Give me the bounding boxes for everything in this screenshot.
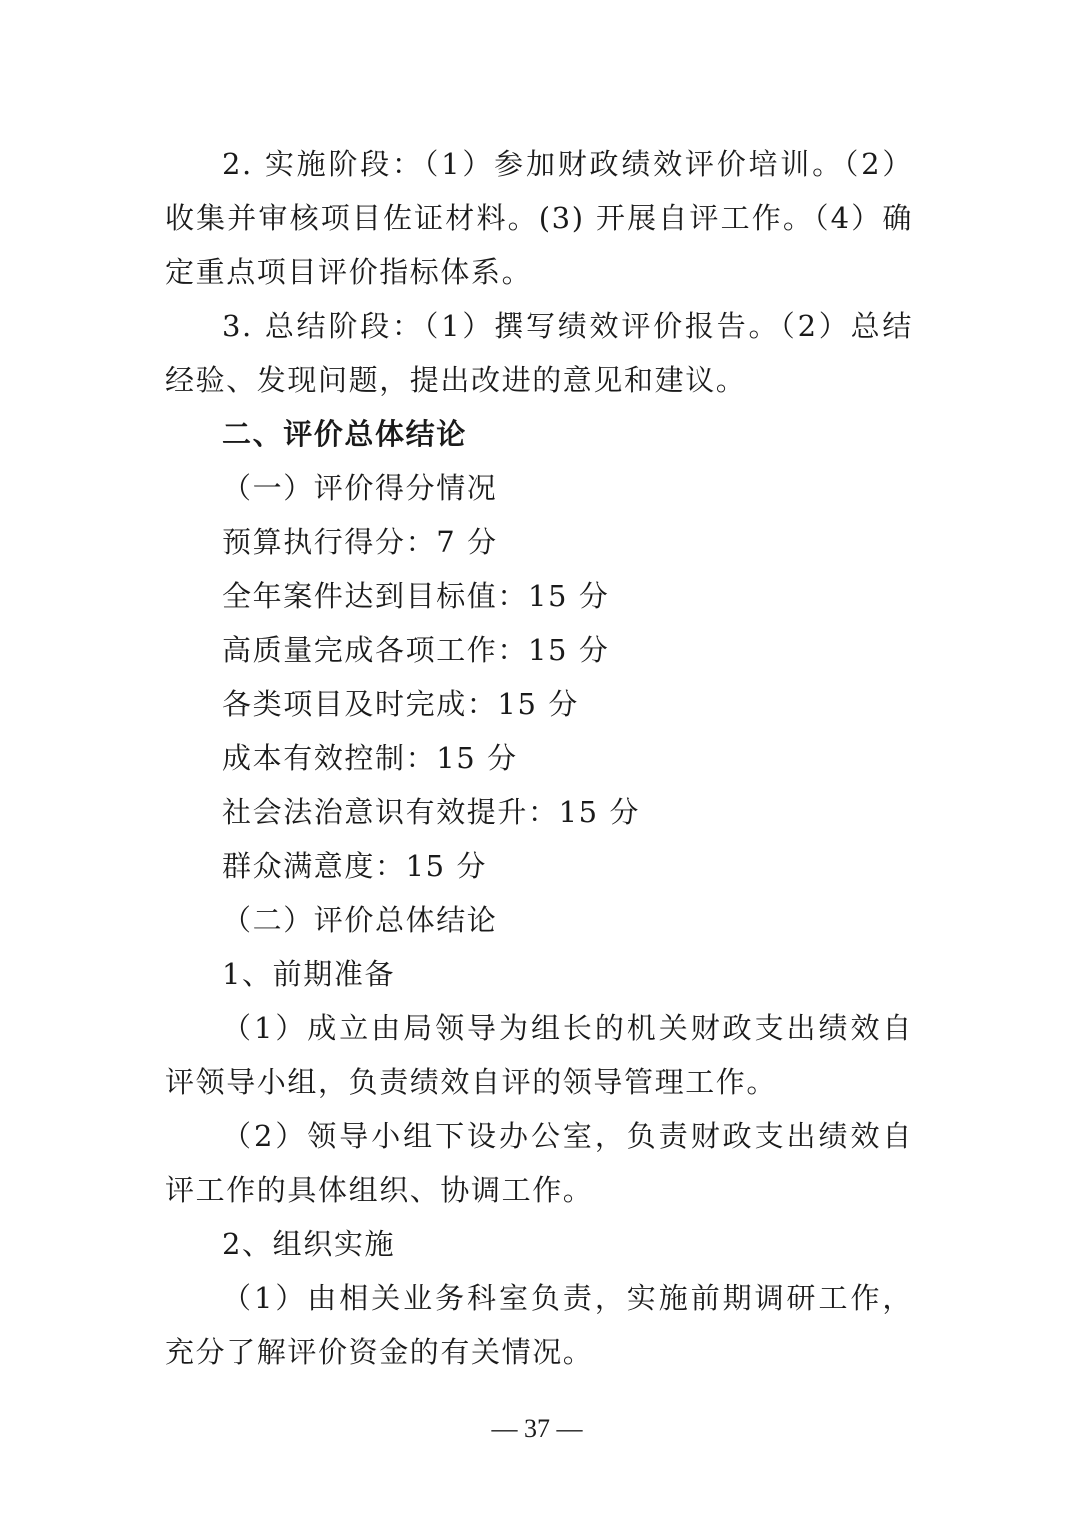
score-item-budget-execution: 预算执行得分：7 分 bbox=[222, 525, 498, 559]
subheading-implementation: 2、组织实施 bbox=[222, 1227, 396, 1261]
subheading-score-situation: （一）评价得分情况 bbox=[222, 471, 498, 505]
paragraph-implementation-stage: 2. 实施阶段：（1）参加财政绩效评价培训。（2）收集并审核项目佐证材料。(3) 开展自评工作。（4）确定重点项目评价指标体系。 bbox=[165, 147, 913, 289]
document-body bbox=[165, 137, 913, 1379]
score-item-legal-awareness: 社会法治意识有效提升：15 分 bbox=[222, 795, 641, 829]
subheading-overall-conclusion: （二）评价总体结论 bbox=[222, 903, 498, 937]
score-item-high-quality-work: 高质量完成各项工作：15 分 bbox=[222, 633, 610, 667]
section-heading-overall-conclusion: 二、评价总体结论 bbox=[222, 417, 467, 451]
score-item-timely-completion: 各类项目及时完成：15 分 bbox=[222, 687, 579, 721]
subheading-preparation: 1、前期准备 bbox=[222, 957, 396, 991]
paragraph-research: （1）由相关业务科室负责，实施前期调研工作，充分了解评价资金的有关情况。 bbox=[165, 1281, 913, 1369]
page-number: — 37 — bbox=[491, 1414, 583, 1443]
paragraph-leading-group: （1）成立由局领导为组长的机关财政支出绩效自评领导小组，负责绩效自评的领导管理工作。 bbox=[165, 1011, 913, 1099]
score-item-annual-cases: 全年案件达到目标值：15 分 bbox=[222, 579, 610, 613]
paragraph-office: （2）领导小组下设办公室，负责财政支出绩效自评工作的具体组织、协调工作。 bbox=[165, 1119, 913, 1207]
score-item-cost-control: 成本有效控制：15 分 bbox=[222, 741, 518, 775]
score-item-public-satisfaction: 群众满意度：15 分 bbox=[222, 849, 488, 883]
paragraph-summary-stage: 3. 总结阶段：（1）撰写绩效评价报告。（2）总结经验、发现问题，提出改进的意见和建议。 bbox=[165, 309, 913, 397]
